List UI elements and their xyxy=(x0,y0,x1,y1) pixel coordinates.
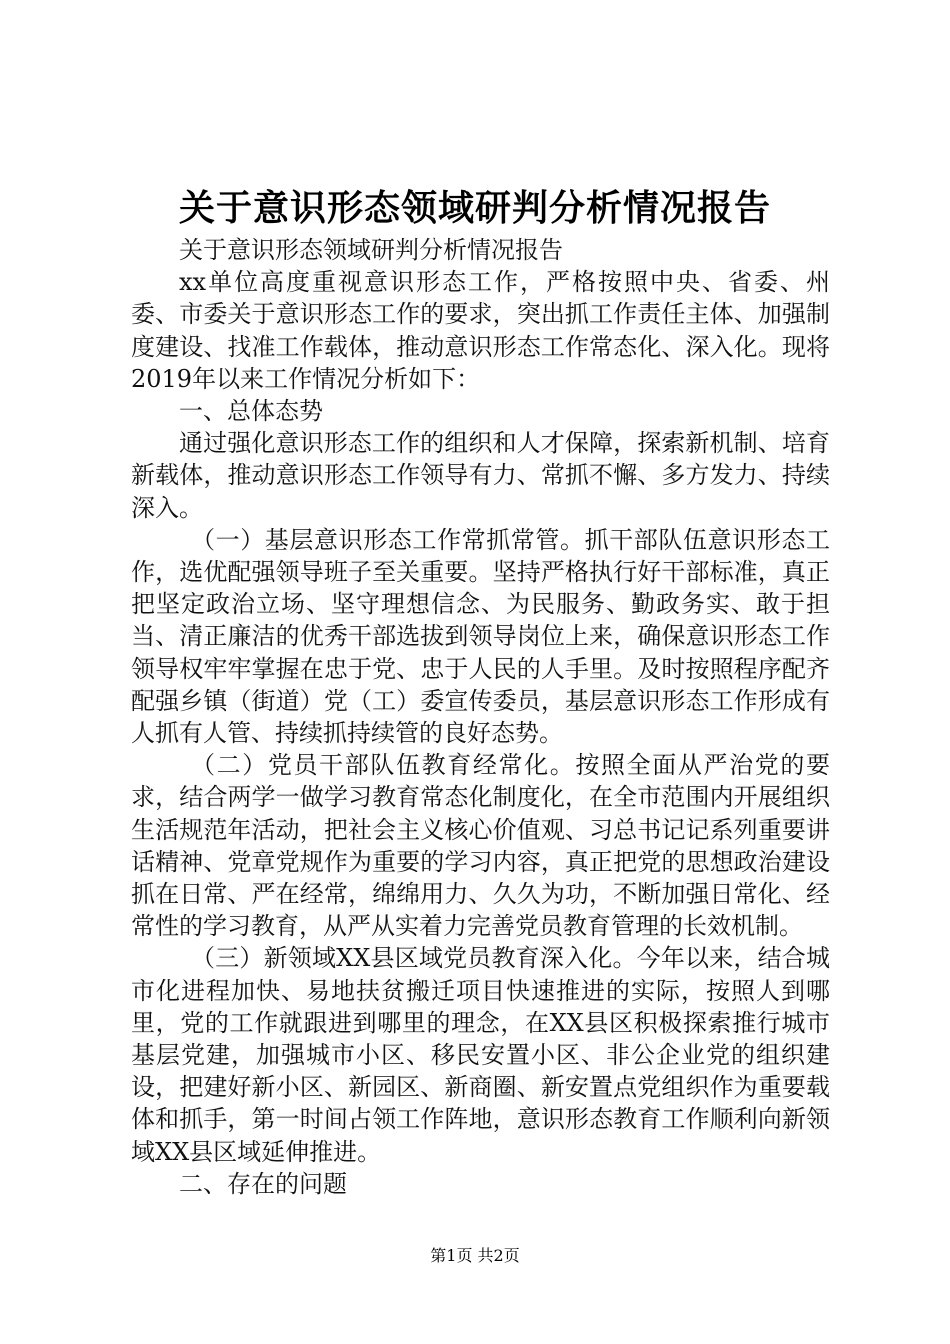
section-heading-overall: 一、总体态势 xyxy=(179,397,323,426)
document-title: 关于意识形态领域研判分析情况报告 xyxy=(178,187,771,229)
page-number: 第1页 共2页 xyxy=(430,1246,520,1265)
section-heading-problems: 二、存在的问题 xyxy=(179,1169,347,1198)
paragraph-item-1: （一）基层意识形态工作常抓常管。抓干部队伍意识形态工作，选优配强领导班子至关重要。坚持严格执行好干部标准，真正把坚定政治立场、坚守理想信念、为民服务、勤政务实、敢于担当、清正廉洁的优秀干部选拔到领导岗位上来，确保意识形态工作领导权牢牢掌握在忠于党、忠于人民的人手里。及时按照程序配齐配强乡镇（街道）党（工）委宣传委员，基层意识形态工作形成有人抓有人管、持续抓持续管的良好态势。 xyxy=(131,525,830,748)
paragraph-item-3: （三）新领域XX县区域党员教育深入化。今年以来，结合城市化进程加快、易地扶贫搬迁项目快速推进的实际，按照人到哪里，党的工作就跟进到哪里的理念，在XX县区积极探索推行城市基层党建，加强城市小区、移民安置小区、非公企业党的组织建设，把建好新小区、新园区、新商圈、新安置点党组织作为重要载体和抓手，第一时间占领工作阵地，意识形态教育工作顺利向新领域XX县区域延伸推进。 xyxy=(131,944,830,1166)
document-body xyxy=(131,234,830,1200)
paragraph-intro: xx单位高度重视意识形态工作，严格按照中央、省委、州委、市委关于意识形态工作的要求，突出抓工作责任主体、加强制度建设、找准工作载体，推动意识形态工作常态化、深入化。现将2019年以来工作情况分析如下： xyxy=(131,268,830,393)
paragraph-overall: 通过强化意识形态工作的组织和人才保障，探索新机制、培育新载体，推动意识形态工作领导有力、常抓不懈、多方发力、持续深入。 xyxy=(131,429,830,522)
paragraph-subtitle: 关于意识形态领域研判分析情况报告 xyxy=(179,236,563,264)
paragraph-item-2: （二）党员干部队伍教育经常化。按照全面从严治党的要求，结合两学一做学习教育常态化制度化，在全市范围内开展组织生活规范年活动，把社会主义核心价值观、习总书记记系列重要讲话精神、党章党规作为重要的学习内容，真正把党的思想政治建设抓在日常、严在经常，绵绵用力、久久为功，不断加强日常化、经常性的学习教育，从严从实着力完善党员教育管理的长效机制。 xyxy=(131,751,830,941)
